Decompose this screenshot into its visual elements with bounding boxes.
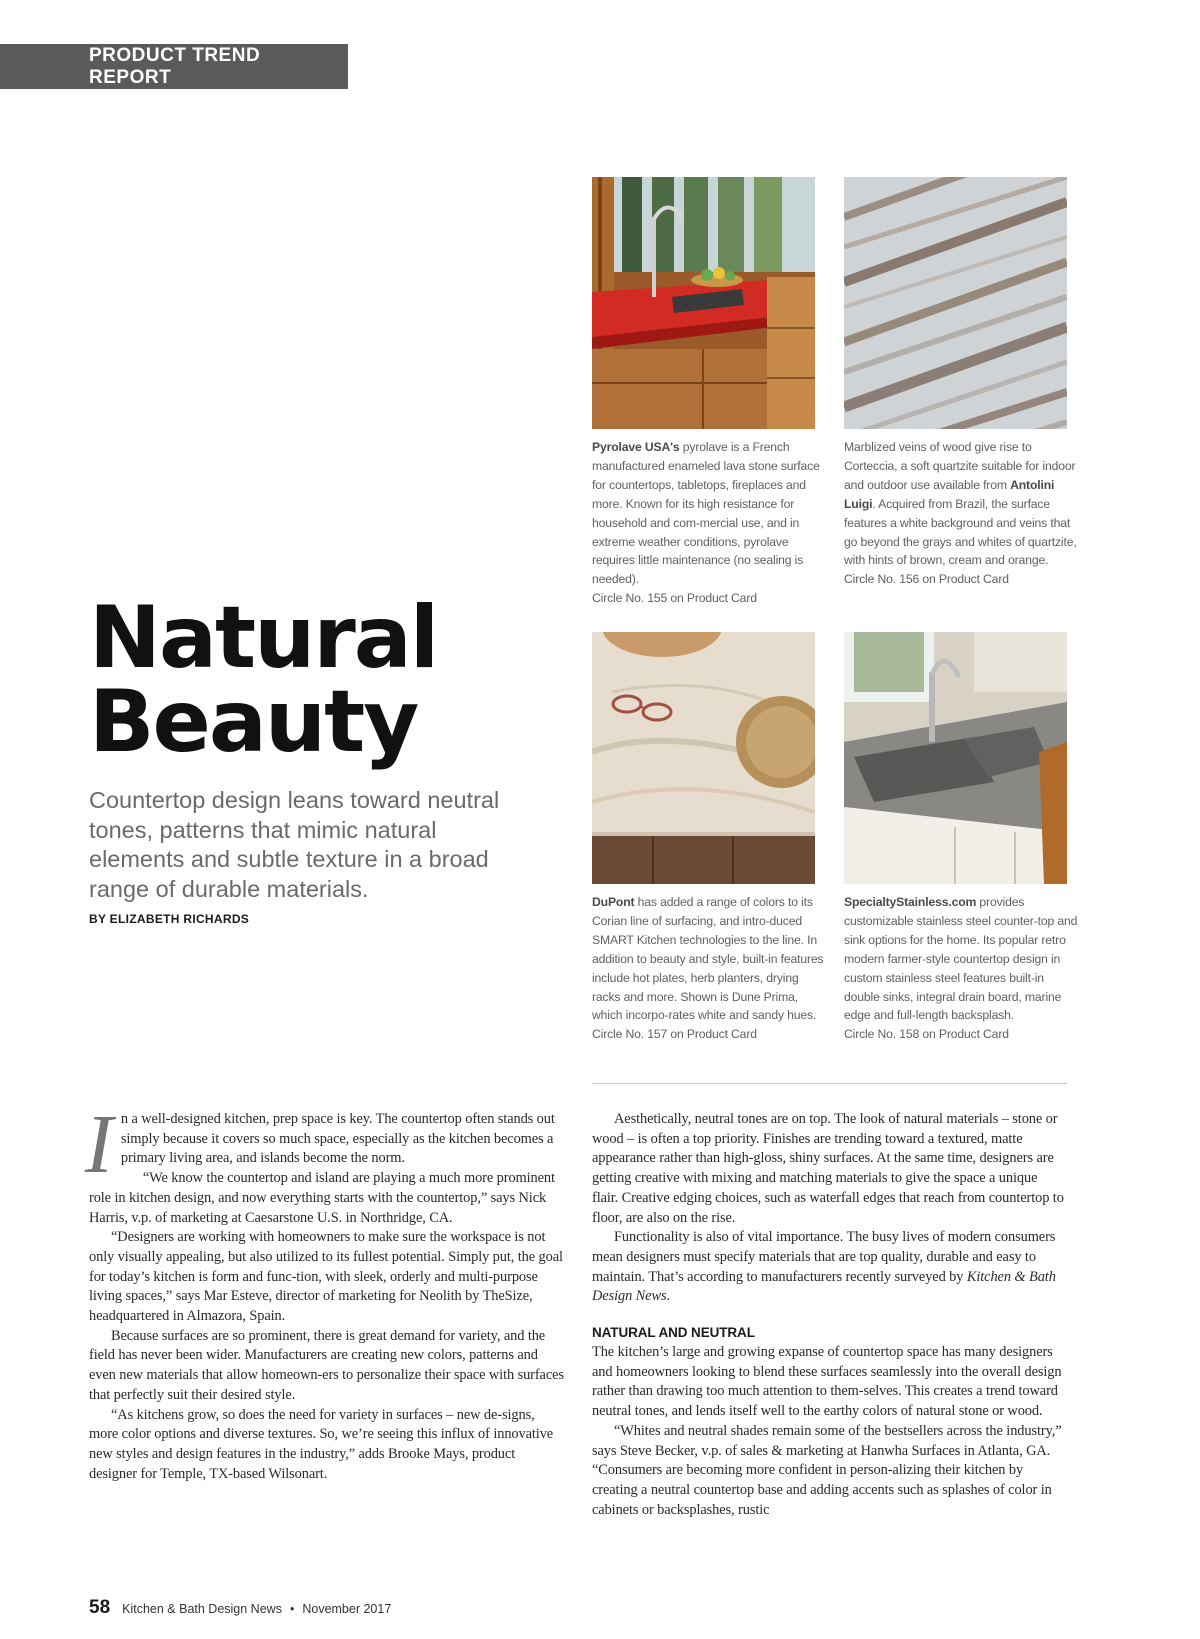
footer-separator: • — [289, 1602, 295, 1616]
photo-specialty-stainless — [844, 632, 1067, 884]
section-banner-label: PRODUCT TREND REPORT — [89, 44, 261, 88]
body-column-right — [592, 1110, 1067, 1520]
footer-issue: November 2017 — [302, 1602, 392, 1616]
headline-line-1: Natural — [89, 588, 438, 688]
caption-lead: Marblized veins of wood give rise to Corteccia, a soft quartzite suitable for indoor and outdoor use available from — [844, 440, 1076, 492]
caption-brand: Antolini Luigi — [844, 477, 1055, 511]
caption-divider — [592, 1083, 1067, 1084]
body-paragraph: n a well-designed kitchen, prep space is key. The countertop often stands out simply because it covers so much space, especially as the kitchen becomes a primary living area, and islands become the norm. — [120, 1111, 555, 1167]
body-paragraph: Because surfaces are so prominent, there is great demand for variety, and the field has never been wider. Manufacturers are creating new colors, patterns and even new materials that allow homeown-ers to personalize their space with surfaces that perfectly suit their desired style. — [89, 1327, 564, 1403]
caption-brand: SpecialtyStainless.com — [844, 895, 977, 909]
body-paragraph — [592, 1228, 1067, 1307]
caption-pyrolave — [592, 438, 827, 608]
body-paragraph: “Designers are working with homeowners to make sure the workspace is not only visually appealing, but also utilized to its fullest potential. Simply put, the goal for today’s kitchen is form and func-tion, with sleek, orderly and multi-purpose living spaces,” says Mar Esteve, director of marketing for Neolith by TheSize, headquartered in Almazora, Spain. — [89, 1229, 563, 1325]
body-paragraph: “Whites and neutral shades remain some of the bestsellers across the industry,” says Steve Becker, v.p. of sales & marketing at Hanwha Surfaces in Atlanta, GA. “Consumers are becoming more confident in person-alizing their kitchen by creating a neutral countertop base and adding accents such as splashes of color in cabinets or backsplashes, rustic — [592, 1422, 1062, 1518]
body-paragraph: “As kitchens grow, so does the need for variety in surfaces – new de-signs, more color options and diverse textures. So, we’re seeing this influx of innovative new styles and design features in the industry,” adds Brooke Mays, product designer for Temple, TX-based Wilsonart. — [89, 1406, 554, 1482]
caption-text: . Acquired from Brazil, the surface features a white background and veins that go beyond the grays and whites of quartzite, with hints of brown, cream and orange. — [844, 496, 1077, 568]
body-column-left — [85, 1098, 564, 1484]
byline: BY ELIZABETH RICHARDS — [89, 912, 250, 926]
body-paragraph: “We know the countertop and island are playing a much more prominent role in kitchen design, and now everything starts with the countertop,” says Nick Harris, v.p. of marketing at Caesarstone U.S. in Northridge, CA. — [89, 1170, 555, 1226]
caption-circle-number: Circle No. 155 on Product Card — [592, 591, 757, 606]
caption-brand: DuPont — [592, 895, 635, 909]
article-deck: Countertop design leans toward neutral tones, patterns that mimic natural elements and subtle texture in a broad range of durable materials. — [89, 787, 500, 902]
publication-name: Kitchen & Bath Design News — [592, 1268, 1056, 1305]
photo-pyrolave-kitchen — [592, 177, 815, 429]
caption-text: provides customizable stainless steel counter-top and sink options for the home. Its popular retro modern farmer-style countertop design in custom stainless steel features built-in double sinks, integral drain board, marine edge and full-length backsplash. — [844, 895, 1078, 1023]
caption-circle-number: Circle No. 157 on Product Card — [592, 1027, 757, 1042]
footer-publication: Kitchen & Bath Design News — [122, 1602, 282, 1616]
drop-cap: I — [85, 1098, 113, 1191]
article-headline — [89, 588, 438, 772]
photo-corteccia-quartzite — [844, 177, 1067, 429]
page-number: 58 — [89, 1597, 111, 1618]
page-footer — [89, 1597, 391, 1619]
caption-specialty-stainless — [844, 893, 1079, 1044]
headline-line-2: Beauty — [89, 672, 418, 772]
caption-circle-number: Circle No. 158 on Product Card — [844, 1027, 1009, 1042]
body-paragraph: Aesthetically, neutral tones are on top. The look of natural materials – stone or wood – is often a top priority. Finishes are trending toward a textured, matte appearance rather than high-gloss, shiny surfaces. At the same time, designers are getting creative with mixing and matching materials to give the space a unique flair. Creative edging choices, such as waterfall edges that reach from countertop to floor, are also on the rise. — [592, 1111, 1064, 1226]
caption-antolini — [844, 438, 1079, 589]
body-text: . — [666, 1288, 670, 1305]
section-banner — [0, 44, 348, 89]
caption-text: has added a range of colors to its Corian line of surfacing, and intro-duced SMART Kitchen technologies to the line. In addition to beauty and style, built-in features include hot plates, herb planters, drying racks and more. Shown is Dune Prima, which incorpo-rates white and sandy hues. — [592, 895, 824, 1023]
caption-dupont — [592, 893, 827, 1044]
caption-text: pyrolave is a French manufactured enameled lava stone surface for countertops, tabletops, fireplaces and more. Known for its high resistance for household and com-mercial use, and in extreme weather conditions, pyrolave requires little maintenance (no sealing is needed). — [592, 440, 820, 587]
photo-dupont-corian — [592, 632, 815, 884]
caption-brand: Pyrolave USA's — [592, 440, 680, 454]
body-paragraph: The kitchen’s large and growing expanse of countertop space has many designers and homeowners looking to blend these surfaces seamlessly into the overall design rather than drawing too much attention to them-selves. This creates a trend toward neutral tones, and lends itself well to the earthy colors of natural stone or wood. — [592, 1344, 1062, 1420]
caption-circle-number: Circle No. 156 on Product Card — [844, 572, 1009, 587]
body-text: Functionality is also of vital importance. The busy lives of modern consumers mean designers must specify materials that are top quality, durable and easy to maintain. That’s according to manufacturers recently surveyed by — [592, 1229, 1056, 1285]
subhead: NATURAL AND NEUTRAL — [592, 1325, 755, 1341]
